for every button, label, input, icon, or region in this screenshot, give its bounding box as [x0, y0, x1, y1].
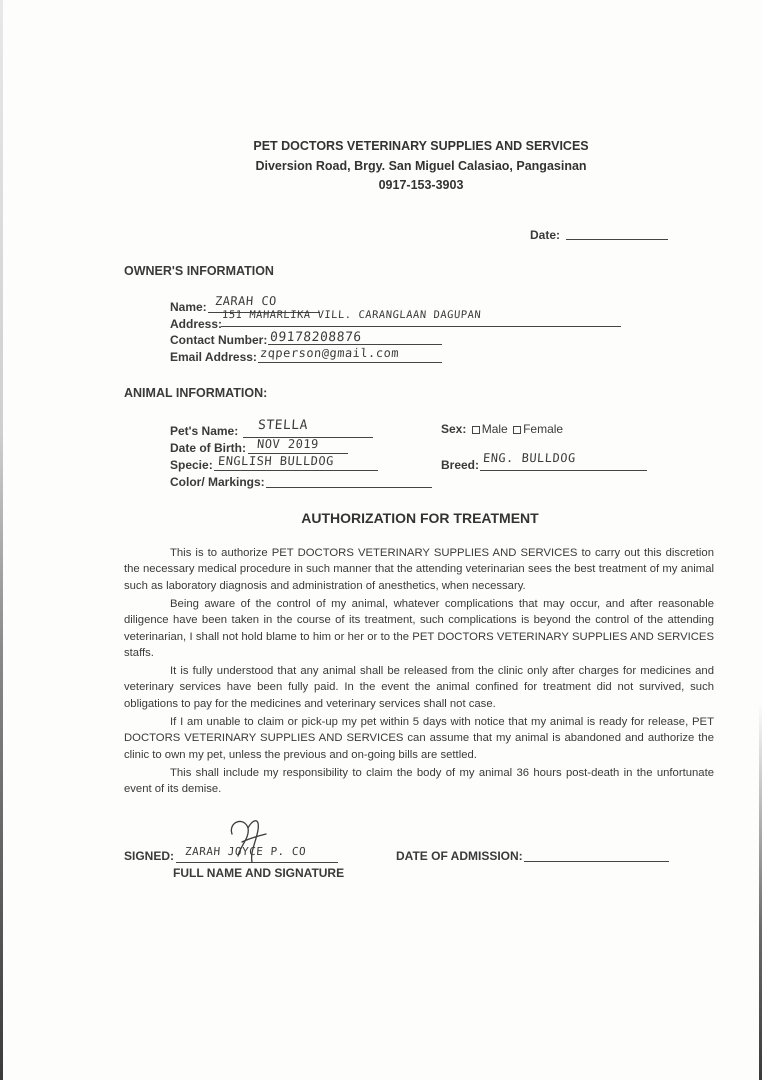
email-line[interactable]: [258, 362, 442, 363]
dob-label: Date of Birth:: [170, 441, 246, 455]
color-markings-label: Color/ Markings:: [170, 475, 265, 489]
animal-section-title: ANIMAL INFORMATION:: [124, 386, 268, 400]
company-name: PET DOCTORS VETERINARY SUPPLIES AND SERVICES: [253, 139, 589, 153]
authorization-paragraph-3: It is fully understood that any animal shall be released from the clinic only after charges for medicines and veterinary services have been fully paid. In the event the animal confined for treatment did not survived, such obligations to pay for the medicines and veterinary services shall not case.: [124, 665, 714, 710]
color-markings-line[interactable]: [266, 487, 432, 488]
authorization-paragraph-4: If I am unable to claim or pick-up my pet within 5 days with notice that my animal is ready for release, PET DOCTORS VETERINARY SUPPLIES AND SERVICES can assume that my animal is abandoned and authorize the clinic to own my pet, unless the previous and on-going bills are settled.: [124, 716, 714, 761]
pet-name-value: STELLA: [257, 418, 309, 433]
contact-number-value: 09178208876: [269, 330, 363, 345]
female-checkbox[interactable]: [513, 426, 521, 434]
owner-name-label: Name:: [170, 300, 207, 314]
male-checkbox[interactable]: [472, 426, 480, 434]
owner-name-value: ZARAH CO: [214, 294, 278, 308]
contact-number-label: Contact Number:: [170, 333, 268, 347]
sex-field: [441, 422, 563, 436]
date-of-admission-label: DATE OF ADMISSION:: [396, 849, 523, 863]
date-of-admission-line[interactable]: [524, 861, 669, 862]
owner-address-line[interactable]: [221, 326, 621, 327]
specie-line[interactable]: [214, 470, 378, 471]
specie-value: ENGLISH BULLDOG: [217, 454, 335, 468]
pet-name-label: Pet's Name:: [170, 424, 239, 438]
male-option-label: Male: [481, 422, 508, 436]
female-option-label: Female: [523, 422, 564, 436]
authorization-paragraph-2: Being aware of the control of my animal, whatever complications that may occur, and after reasonable diligence have been taken in the course of its treatment, such complications is beyond the control of the attending veterinarian, I shall not hold blame to him or her or to the PET DOCTORS VETERINARY SUPPLIES AND SERVICES staffs.: [124, 598, 714, 660]
scan-edge-left: [0, 0, 3, 1080]
email-label: Email Address:: [170, 350, 257, 364]
date-label: Date:: [530, 228, 561, 242]
company-address: Diversion Road, Brgy. San Miguel Calasiao, Pangasinan: [255, 159, 587, 173]
breed-line[interactable]: [480, 470, 647, 471]
breed-label: Breed:: [441, 458, 480, 472]
date-line[interactable]: [566, 239, 668, 240]
signed-label: SIGNED:: [124, 849, 175, 863]
specie-label: Specie:: [170, 458, 213, 472]
signed-name-value: ZARAH JOYCE P. CO: [184, 845, 307, 858]
authorization-paragraph-1: This is to authorize PET DOCTORS VETERINARY SUPPLIES AND SERVICES to carry out this discretion the necessary medical procedure in such manner that the attending veterinarian sees the best treatment of my animal such as laboratory diagnosis and administration of anesthetics, when necessary.: [124, 547, 714, 592]
authorization-paragraph-5: This shall include my responsibility to claim the body of my animal 36 hours post-death in the unfortunate event of its demise.: [124, 767, 714, 796]
authorization-title: AUTHORIZATION FOR TREATMENT: [301, 510, 539, 526]
signature-flourish: [222, 812, 272, 864]
signature-caption: FULL NAME AND SIGNATURE: [173, 866, 345, 880]
company-phone: 0917-153-3903: [378, 178, 464, 192]
owner-section-title: OWNER'S INFORMATION: [124, 264, 274, 278]
breed-value: ENG. BULLDOG: [482, 451, 577, 465]
email-value: zqperson@gmail.com: [259, 346, 400, 360]
dob-value: NOV 2019: [256, 437, 320, 451]
owner-address-value: 151 MAHARLIKA VILL. CARANGLAAN DAGUPAN: [221, 309, 482, 321]
sex-label: Sex:: [441, 422, 467, 436]
owner-address-label: Address:: [170, 317, 223, 331]
